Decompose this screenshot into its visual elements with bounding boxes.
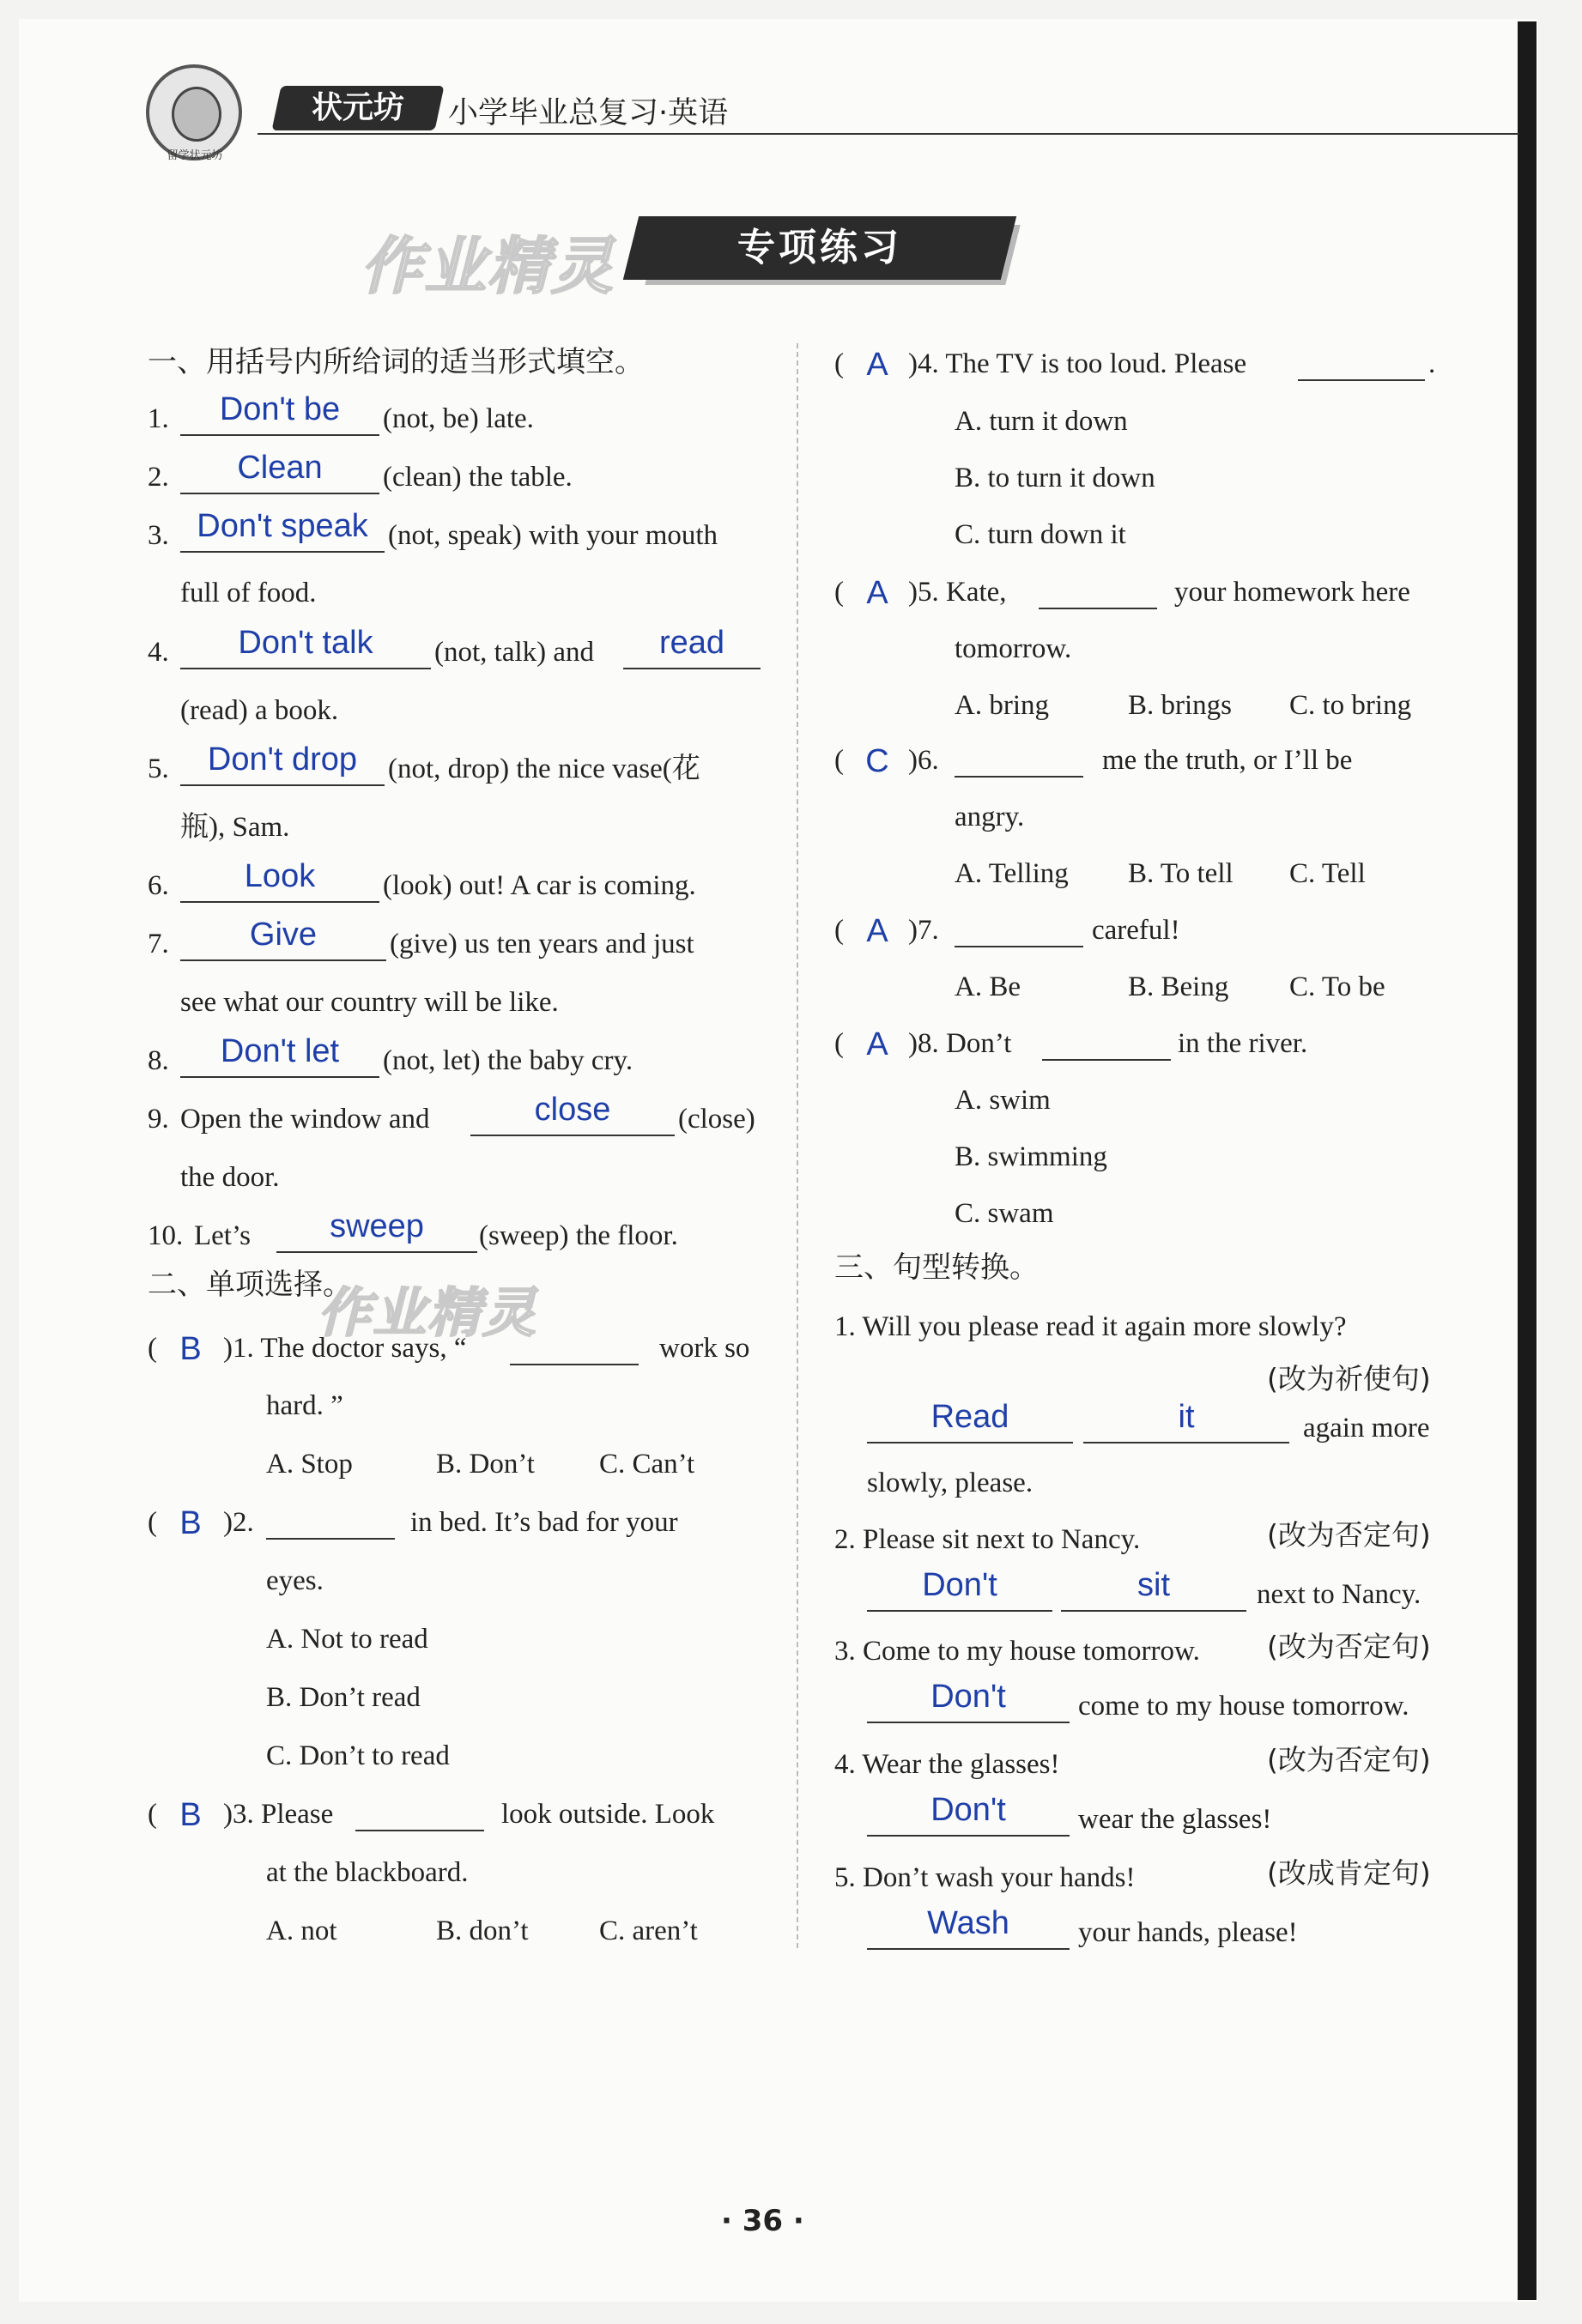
answer-blank bbox=[1083, 1442, 1289, 1443]
handwritten-answer: Clean bbox=[237, 450, 323, 486]
item-text: (not, let) the baby cry. bbox=[383, 1045, 633, 1076]
instruction-note: (改为否定句) bbox=[1267, 1630, 1431, 1663]
handwritten-answer: Don't bbox=[930, 1792, 1006, 1828]
option: A. bring bbox=[955, 690, 1049, 721]
part1-heading: 一、用括号内所给词的适当形式填空。 bbox=[148, 345, 644, 379]
item-number: 2. bbox=[148, 462, 169, 493]
item-number: 8. bbox=[148, 1045, 169, 1076]
answer-blank bbox=[867, 1835, 1070, 1837]
answer-blank bbox=[180, 551, 385, 553]
option: A. Be bbox=[955, 971, 1021, 1002]
brand-badge: 状元坊 bbox=[271, 86, 444, 130]
question-stem: careful! bbox=[1092, 915, 1180, 946]
option: A. Telling bbox=[955, 858, 1069, 889]
answer-blank bbox=[1039, 608, 1157, 609]
choice-answer: A bbox=[866, 575, 888, 611]
option: A. swim bbox=[955, 1085, 1051, 1116]
item-number: 7. bbox=[148, 929, 169, 959]
option: B. Don’t read bbox=[266, 1682, 421, 1713]
item-text: (not, speak) with your mouth bbox=[388, 520, 718, 551]
item-text: Let’s bbox=[194, 1220, 251, 1251]
section-title: 专项练习 bbox=[737, 226, 902, 269]
handwritten-answer: it bbox=[1178, 1399, 1195, 1435]
choice-answer: A bbox=[866, 1026, 888, 1062]
header-rule bbox=[258, 133, 1519, 135]
item-text: (look) out! A car is coming. bbox=[383, 870, 696, 901]
question-stem: look outside. Look bbox=[501, 1799, 715, 1830]
question-stem: 2. Please sit next to Nancy. bbox=[834, 1524, 1141, 1555]
answer-blank bbox=[276, 1251, 477, 1253]
question-stem: at the blackboard. bbox=[266, 1857, 469, 1888]
choice-answer: B bbox=[179, 1797, 202, 1833]
question-stem: . bbox=[1428, 348, 1436, 379]
question-stem: your hands, please! bbox=[1078, 1917, 1298, 1948]
option: C. swam bbox=[955, 1198, 1054, 1229]
handwritten-answer: read bbox=[658, 625, 725, 661]
option: C. Can’t bbox=[599, 1449, 695, 1480]
option: C. aren’t bbox=[599, 1915, 698, 1946]
option: A. not bbox=[266, 1915, 337, 1946]
answer-blank bbox=[180, 959, 386, 961]
item-text: (not, be) late. bbox=[383, 403, 534, 434]
paren-open: ( bbox=[834, 915, 844, 946]
item-text: full of food. bbox=[180, 578, 317, 608]
question-stem: )8. Don’t bbox=[908, 1028, 1012, 1059]
answer-blank bbox=[180, 784, 385, 786]
question-stem: 3. Come to my house tomorrow. bbox=[834, 1636, 1200, 1667]
answer-blank bbox=[867, 1610, 1052, 1612]
question-stem: )3. Please bbox=[223, 1799, 334, 1830]
handwritten-answer: Don't let bbox=[220, 1033, 340, 1069]
paren-open: ( bbox=[834, 577, 844, 608]
choice-answer: A bbox=[866, 347, 888, 383]
item-number: 1. bbox=[148, 403, 169, 434]
choice-answer: B bbox=[179, 1331, 202, 1367]
page-number: · 36 · bbox=[721, 2204, 804, 2238]
item-text: (give) us ten years and just bbox=[390, 929, 694, 959]
answer-blank bbox=[867, 1442, 1073, 1443]
answer-blank bbox=[867, 1722, 1070, 1723]
question-stem: )1. The doctor says, “ bbox=[223, 1333, 467, 1364]
paren-open: ( bbox=[148, 1333, 157, 1364]
paren-open: ( bbox=[834, 1028, 844, 1059]
item-text: the door. bbox=[180, 1162, 280, 1193]
book-title: 小学毕业总复习·英语 bbox=[448, 96, 729, 130]
question-stem: again more bbox=[1303, 1413, 1430, 1443]
question-stem: 1. Will you please read it again more slowly? bbox=[834, 1311, 1347, 1342]
item-text: 瓶), Sam. bbox=[180, 812, 290, 843]
paren-open: ( bbox=[834, 745, 844, 776]
column-divider bbox=[797, 343, 798, 1948]
item-number: 3. bbox=[148, 520, 169, 551]
option: B. to turn it down bbox=[955, 463, 1155, 493]
answer-blank bbox=[510, 1364, 639, 1365]
item-text: (sweep) the floor. bbox=[479, 1220, 678, 1251]
option: B. brings bbox=[1128, 690, 1233, 721]
handwritten-answer: Wash bbox=[927, 1905, 1009, 1941]
question-stem: work so bbox=[659, 1333, 750, 1364]
item-text: (close) bbox=[678, 1104, 755, 1135]
question-stem: )6. bbox=[908, 745, 939, 776]
option: B. Don’t bbox=[436, 1449, 535, 1480]
question-stem: in the river. bbox=[1178, 1028, 1308, 1059]
handwritten-answer: Read bbox=[930, 1399, 1009, 1435]
handwritten-answer: close bbox=[534, 1092, 611, 1128]
item-text: (not, talk) and bbox=[434, 637, 595, 668]
option: A. Stop bbox=[266, 1449, 353, 1480]
answer-blank bbox=[955, 946, 1083, 947]
option: B. don’t bbox=[436, 1915, 529, 1946]
instruction-note: (改为祈使句) bbox=[1267, 1362, 1431, 1395]
option: A. turn it down bbox=[955, 406, 1128, 437]
answer-blank bbox=[180, 1076, 379, 1078]
question-stem: )4. The TV is too loud. Please bbox=[908, 348, 1247, 379]
option: C. To be bbox=[1289, 971, 1385, 1002]
answer-blank bbox=[470, 1135, 675, 1136]
question-stem: in bed. It’s bad for your bbox=[410, 1507, 678, 1538]
handwritten-answer: Don't talk bbox=[238, 625, 373, 661]
paren-open: ( bbox=[148, 1507, 157, 1538]
option: B. swimming bbox=[955, 1141, 1107, 1172]
question-stem: your homework here bbox=[1174, 577, 1410, 608]
watermark-part2: 作业精灵 bbox=[318, 1281, 538, 1344]
item-text: Open the window and bbox=[180, 1104, 430, 1135]
question-stem: come to my house tomorrow. bbox=[1078, 1691, 1409, 1722]
question-stem: slowly, please. bbox=[867, 1468, 1033, 1498]
handwritten-answer: Don't speak bbox=[197, 508, 368, 544]
option: C. turn down it bbox=[955, 519, 1126, 550]
question-stem: )5. Kate, bbox=[908, 577, 1007, 608]
paren-open: ( bbox=[148, 1799, 157, 1830]
answer-blank bbox=[1042, 1059, 1171, 1061]
item-text: see what our country will be like. bbox=[180, 987, 559, 1018]
item-text: (read) a book. bbox=[180, 695, 339, 726]
answer-blank bbox=[180, 493, 379, 494]
part2-heading: 二、单项选择。 bbox=[148, 1268, 352, 1302]
answer-blank bbox=[355, 1830, 484, 1831]
question-stem: next to Nancy. bbox=[1257, 1579, 1421, 1610]
question-stem: )7. bbox=[908, 915, 939, 946]
instruction-note: (改为否定句) bbox=[1267, 1518, 1431, 1552]
handwritten-answer: Give bbox=[249, 917, 318, 953]
option: C. Don’t to read bbox=[266, 1740, 450, 1771]
question-stem: hard. ” bbox=[266, 1390, 343, 1421]
option: C. to bring bbox=[1289, 690, 1412, 721]
handwritten-answer: Look bbox=[244, 858, 316, 894]
instruction-note: (改成肯定句) bbox=[1267, 1856, 1431, 1890]
watermark-banner: 作业精灵 bbox=[361, 230, 615, 302]
option: B. To tell bbox=[1128, 858, 1233, 889]
item-number: 10. bbox=[148, 1220, 184, 1251]
handwritten-answer: Don't drop bbox=[207, 741, 358, 778]
item-number: 9. bbox=[148, 1104, 169, 1135]
question-stem: 4. Wear the glasses! bbox=[834, 1749, 1060, 1780]
question-stem: tomorrow. bbox=[955, 633, 1072, 664]
item-text: (not, drop) the nice vase(花 bbox=[388, 753, 700, 784]
answer-blank bbox=[266, 1538, 395, 1540]
question-stem: me the truth, or I’ll be bbox=[1102, 745, 1353, 776]
option: C. Tell bbox=[1289, 858, 1366, 889]
option: B. Being bbox=[1128, 971, 1229, 1002]
handwritten-answer: Don't bbox=[930, 1679, 1006, 1715]
item-number: 5. bbox=[148, 753, 169, 784]
handwritten-answer: Don't be bbox=[219, 391, 341, 427]
logo-caption: 留学状元坊 bbox=[167, 149, 223, 162]
choice-answer: A bbox=[866, 913, 888, 949]
answer-blank bbox=[955, 776, 1083, 778]
handwritten-answer: sit bbox=[1137, 1567, 1170, 1603]
answer-blank bbox=[1298, 379, 1425, 381]
answer-blank bbox=[180, 434, 379, 436]
option: A. Not to read bbox=[266, 1624, 428, 1655]
paren-open: ( bbox=[834, 348, 844, 379]
answer-blank bbox=[623, 668, 761, 669]
instruction-note: (改为否定句) bbox=[1267, 1743, 1431, 1776]
answer-blank bbox=[1061, 1610, 1246, 1612]
answer-blank bbox=[180, 901, 379, 903]
item-number: 6. bbox=[148, 870, 169, 901]
item-text: (clean) the table. bbox=[383, 462, 573, 493]
answer-blank bbox=[180, 668, 431, 669]
answer-blank bbox=[867, 1948, 1070, 1950]
handwritten-answer: Don't bbox=[922, 1567, 997, 1603]
question-stem: eyes. bbox=[266, 1565, 324, 1596]
question-stem: wear the glasses! bbox=[1078, 1804, 1272, 1835]
question-stem: 5. Don’t wash your hands! bbox=[834, 1862, 1136, 1893]
part3-heading: 三、句型转换。 bbox=[834, 1250, 1039, 1285]
item-number: 4. bbox=[148, 637, 169, 668]
page-edge-bar bbox=[1518, 21, 1537, 2300]
choice-answer: B bbox=[179, 1505, 202, 1541]
handwritten-answer: sweep bbox=[330, 1208, 424, 1244]
question-stem: )2. bbox=[223, 1507, 254, 1538]
question-stem: angry. bbox=[955, 802, 1025, 832]
choice-answer: C bbox=[865, 743, 889, 779]
